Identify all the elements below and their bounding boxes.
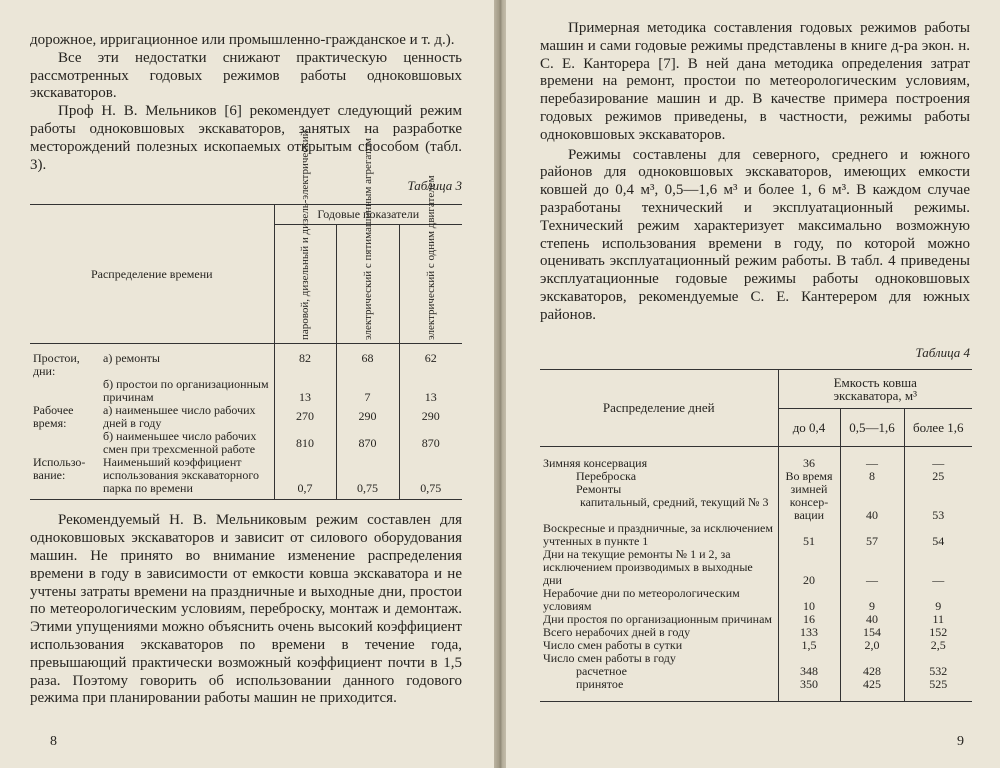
row-label: Число смен работы в сутки [543,637,683,652]
row-label: принятое [576,676,624,691]
row-label: Ремонты [576,481,622,496]
row-label: Нерабочие дни по метеорологическим условиям [543,585,740,613]
cell: 62 [399,344,462,379]
table-row [540,613,972,626]
cell: 57 [840,522,904,548]
cell: 2,5 [904,639,972,652]
cell: Во время [778,470,840,483]
cell: 525 [904,678,972,702]
cell [840,483,904,496]
left-page [0,0,494,768]
table-4-row-header: Распределение дней [540,369,778,446]
table-4-column-header: более 1,6 [904,408,972,446]
cell: 0,75 [399,456,462,500]
cell: 25 [904,470,972,483]
cell: 9 [904,587,972,613]
cell: 68 [336,344,399,379]
cell: 425 [840,678,904,702]
row-group-label: Простои, дни: [33,351,80,379]
table-row [540,652,972,665]
cell: 13 [399,378,462,404]
table-3-column-header: электрический с одним двигателем [424,175,437,341]
row-label: Число смен работы в году [543,650,676,665]
right-page [506,0,1000,768]
paragraph-3: Проф Н. В. Мельников [6] рекомендует следующий режим работы одноковшовых экскаваторов, занятых на разработке месторождений полезных ископаемых открытым способом (табл. 3). [30,103,462,173]
cell: — [840,446,904,470]
cell: 0,7 [274,456,336,500]
row-label: капитальный, средний, текущий № 3 [580,494,769,509]
row-label: а) наименьшее число рабочих дней в году [103,403,256,431]
cell: зимней [778,483,840,496]
cell: 40 [840,613,904,626]
cell: 54 [904,522,972,548]
table-row [540,548,972,587]
table-row [540,665,972,678]
row-group-label: Использование: [33,455,86,483]
cell: 7 [336,378,399,404]
paragraph-5: Примерная методика составления годовых режимов работы машин и сами годовые режимы представлены в книге д-ра экон. н. С. Е. Канторера [7]. В ней дана методика определения затрат времени на ремонт, простои по метеорологическим условиям, перебазирование машин и др. В качестве примера построения годовых режимов приведены, в частности, режимы работы одноковшовых экскаваторов. [540,20,970,143]
row-label: а) ремонты [103,351,160,366]
cell [904,652,972,665]
table-row [30,378,462,404]
row-label: Дни простоя по организационным причинам [543,611,773,626]
table-3-column-header: электрический с пятимашинным агрегатом [361,138,374,341]
cell: 13 [274,378,336,404]
cell: 152 [904,626,972,639]
cell: — [904,548,972,587]
cell: 348 [778,665,840,678]
cell: 870 [336,430,399,456]
cell: 11 [904,613,972,626]
table-row [540,587,972,613]
cell: 290 [399,404,462,430]
row-label: Переброска [576,468,637,483]
cell: 154 [840,626,904,639]
table-row [30,404,462,430]
table-row [30,430,462,456]
cell: 8 [840,470,904,483]
cell: 270 [274,404,336,430]
table-4-caption: Таблица 4 [915,344,970,360]
table-row [540,522,972,548]
cell: 2,0 [840,639,904,652]
cell: 16 [778,613,840,626]
cell: 810 [274,430,336,456]
paragraph-2: Все эти недостатки снижают практическую ценность рассмотренных годовых режимов работы одноковшовых экскаваторов. [30,49,462,102]
cell: 350 [778,678,840,702]
table-4-column-header: до 0,4 [778,408,840,446]
table-4-group-header: Емкость ковша экскаватора, м³ [778,369,972,408]
cell: 290 [336,404,399,430]
row-label: б) наименьшее число рабочих смен при трехсменной работе [103,429,257,457]
table-row [30,344,462,379]
table-row [540,496,972,522]
paragraph-6: Режимы составлены для северного, среднего и южного районов для одноковшовых экскаваторов, имеющих емкости ковшей до 0,4 м³, 0,5—1,6 м³ и более 1, 6 м³. В каждом случае разработаны технический и эксплуатационный режимы. Технический режим характеризует максимально возможную степень использования времени в году, по которой можно оценивать эксплуатационный режим работы. В табл. 4 приведены эксплуатационные годовые режимы работы одноковшовых экскаваторов, рекомендуемые С. Е. Кантерером для южных районов. [540,146,970,323]
row-label: Всего нерабочих дней в году [543,624,691,639]
row-group-label [30,430,100,456]
cell: 51 [778,522,840,548]
cell: 40 [840,496,904,522]
table-3-group-header: Годовые показатели [274,205,462,225]
row-group-label: Рабочее время: [33,403,74,431]
cell: консервации [778,496,840,522]
table-3-caption: Таблица 3 [407,178,462,194]
row-label: Дни на текущие ремонты № 1 и 2, за исключением производимых в выходные дни [543,546,753,587]
cell: 133 [778,626,840,639]
table-row [540,639,972,652]
row-label: Воскресные и праздничные, за исключением учтенных в пункте 1 [543,520,773,548]
cell: 36 [778,446,840,470]
table-row [540,626,972,639]
cell: 0,75 [336,456,399,500]
cell: — [904,446,972,470]
cell: 20 [778,548,840,587]
cell [840,652,904,665]
cell: 532 [904,665,972,678]
row-label: б) простои по организационным причинам [103,377,269,405]
table-4-column-header: 0,5—1,6 [840,408,904,446]
table-3-row-header: Распределение времени [30,205,274,344]
cell: 82 [274,344,336,379]
cell: 10 [778,587,840,613]
table-row [540,678,972,702]
cell: 9 [840,587,904,613]
cell [904,483,972,496]
paragraph-1: дорожное, ирригационное или промышленно-гражданское и т. д.). [30,32,455,48]
page-number: 9 [957,734,964,749]
cell: 1,5 [778,639,840,652]
table-row [30,456,462,500]
table-row [540,483,972,496]
cell: 870 [399,430,462,456]
table-row [540,446,972,470]
page-number: 8 [50,734,57,749]
cell [778,652,840,665]
table-3-column-header: паровой, дизельный и дизель-электрический [299,130,311,341]
table-4 [540,369,972,702]
row-label: Наименьший коэффициент использования экскаваторного парка по времени [103,455,259,496]
cell: 428 [840,665,904,678]
row-group-label [30,378,100,404]
row-label: Зимняя консервация [543,455,648,470]
paragraph-4: Рекомендуемый Н. В. Мельниковым режим составлен для одноковшовых экскаваторов и зависит от силового оборудования машин. Не принято во внимание изменение распределения времени в году в зависимости от емкости ковша экскаватора и не учтены затраты времени на праздничные и выходные дни, простои по метеорологическим условиям, переброску, монтаж и демонтаж. Этими упущениями можно объяснить очень высокий коэффициент использования экскаваторов по времени в течение года, превышающий практически возможный коэффициент почти в 1,5 раза. Поэтому говорить об использовании данного годового режима при планировании работы машин не приходится. [30,512,462,707]
table-row [540,470,972,483]
cell: — [840,548,904,587]
row-label: расчетное [576,663,627,678]
cell: 53 [904,496,972,522]
